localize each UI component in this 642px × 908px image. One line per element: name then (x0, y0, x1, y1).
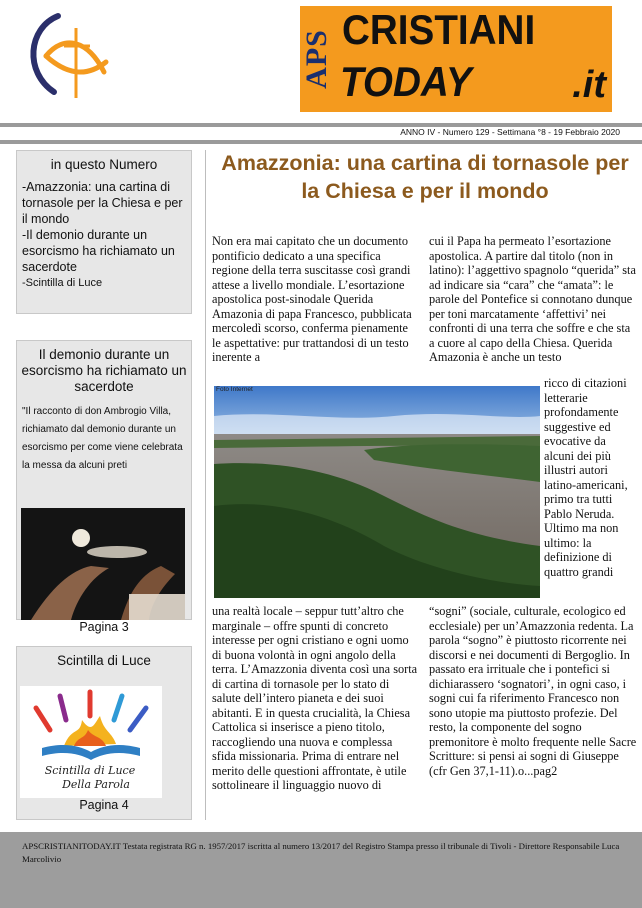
article-col1-top: Non era mai capitato che un documento pontificio dedicato a una specifica regione della terra suscitasse così grandi attese a livello mondiale. L’esortazione apostolica post-sinodale Querida Amazonia di papa Francesco, pubblicata mercoledì scorso, conferma pienamente le aspettative: pur trattandosi di un testo inerente a (212, 234, 412, 364)
masthead-tld: .it (572, 64, 606, 106)
header (0, 0, 642, 122)
issue-item-demonio[interactable]: -Il demonio durante un esorcismo ha richiamato un sacerdote (22, 228, 175, 274)
svg-text:Scintilla di Luce: Scintilla di Luce (44, 764, 136, 777)
footer-text: APSCRISTIANITODAY.IT Testata registrata RG n. 1957/2017 iscritta al numero 13/2017 del Registro Stampa presso il tribunale di Tivoli - Direttore Responsabile Luca Marcolivio (22, 841, 620, 864)
svg-text:Della Parola: Della Parola (62, 778, 130, 791)
scintilla-title: Scintilla di Luce (57, 653, 151, 668)
article-col2-bottom: “sogni” (sociale, culturale, ecologico ed ecclesiale) per un’Amazzonia redenta. La parola “sogno” è piuttosto ricorrente nei discorsi e nei documenti di Bergoglio. In passato era irrituale che i pontefici si dichiarassero ‘sognatori’, in ogni caso, i sogni cui fa riferimento Francesco non sono utopie ma piuttosto profezie. Del resto, la componente del sogno premonitore è molto frequente nelle Sacre Scritture: si pensi ai sogni di Giuseppe (cfr Gen 37,1-11).o...pag2 (429, 604, 637, 778)
scintilla-page-link[interactable]: Pagina 4 (79, 798, 129, 812)
masthead (300, 6, 612, 112)
issue-item-scintilla[interactable]: -Scintilla di Luce (22, 277, 103, 289)
masthead-title-block (334, 6, 612, 112)
article-col2-narrow: ricco di citazioni letterarie profondamente suggestive ed evocative da alcuni dei più illustri autori latino-americani, primo tra tutti Pablo Neruda. Ultimo ma non ultimo: la definizione di quattro grandi (544, 376, 628, 579)
issue-item-amazzonia[interactable]: -Amazzonia: una cartina di tornasole per la Chiesa e per il mondo (22, 180, 183, 226)
fish-cross-logo-icon (18, 6, 114, 106)
scintilla-logo-icon (20, 686, 162, 798)
issue-info: ANNO IV - Numero 129 - Settimana °8 - 19 Febbraio 2020 (400, 127, 620, 137)
photo-credit: Foto Internet (216, 386, 253, 393)
communion-photo (21, 508, 185, 620)
masthead-title-line1: CRISTIANI (342, 6, 536, 53)
exorcism-title: Il demonio durante un esorcismo ha richiamato un sacerdote (21, 347, 187, 394)
article-col2-top: cui il Papa ha permeato l’esortazione apostolica. A partire dal titolo (non in latino): l’aggettivo spagnolo “querida” sta ad indicare sia “cara” che “amata”: le parole del Pontefice si connotano dunque per toni marcatamente ‘affettivi’ nei confronti di una terra che soffre e che sta a cuore al capo della Chiesa. Querida Amazonia è anche un testo (429, 234, 636, 364)
header-rule-bottom (0, 140, 642, 144)
masthead-title-line2: TODAY (340, 58, 472, 105)
in-this-issue-list (17, 173, 191, 291)
masthead-aps-vertical: APS (300, 6, 334, 112)
exorcism-quote: "Il racconto di don Ambrogio Villa, richiamato dal demonio durante un esorcismo per come viene celebrata la messa da alcuni preti (22, 406, 183, 471)
amazon-river-photo (214, 386, 540, 598)
in-this-issue-box (16, 150, 192, 314)
article-col1-bottom: una realtà locale – seppur tutt’altro che marginale – offre spunti di concreto interesse per ogni cristiano e ogni uomo di buona volontà in ogni angolo della terra. L’Amazzonia diventa così una sorta di cartina di tornasole per lo stato di salute dell’intero pianeta e dei suoi abitanti. E in questa crucialità, la Chiesa Cattolica si inserisce a pieno titolo, raccogliendo una nuova e complessa sfida missionaria. Prima di entrare nel merito delle questioni affrontate, è utile sottolineare il linguaggio nuovo di (212, 604, 418, 792)
column-divider (205, 150, 206, 820)
in-this-issue-title: in questo Numero (50, 157, 158, 172)
exorcism-page-link[interactable]: Pagina 3 (79, 620, 129, 634)
article-title: Amazzonia: una cartina di tornasole per la Chiesa e per il mondo (221, 151, 629, 203)
sidebar (16, 150, 192, 820)
footer (0, 832, 642, 908)
